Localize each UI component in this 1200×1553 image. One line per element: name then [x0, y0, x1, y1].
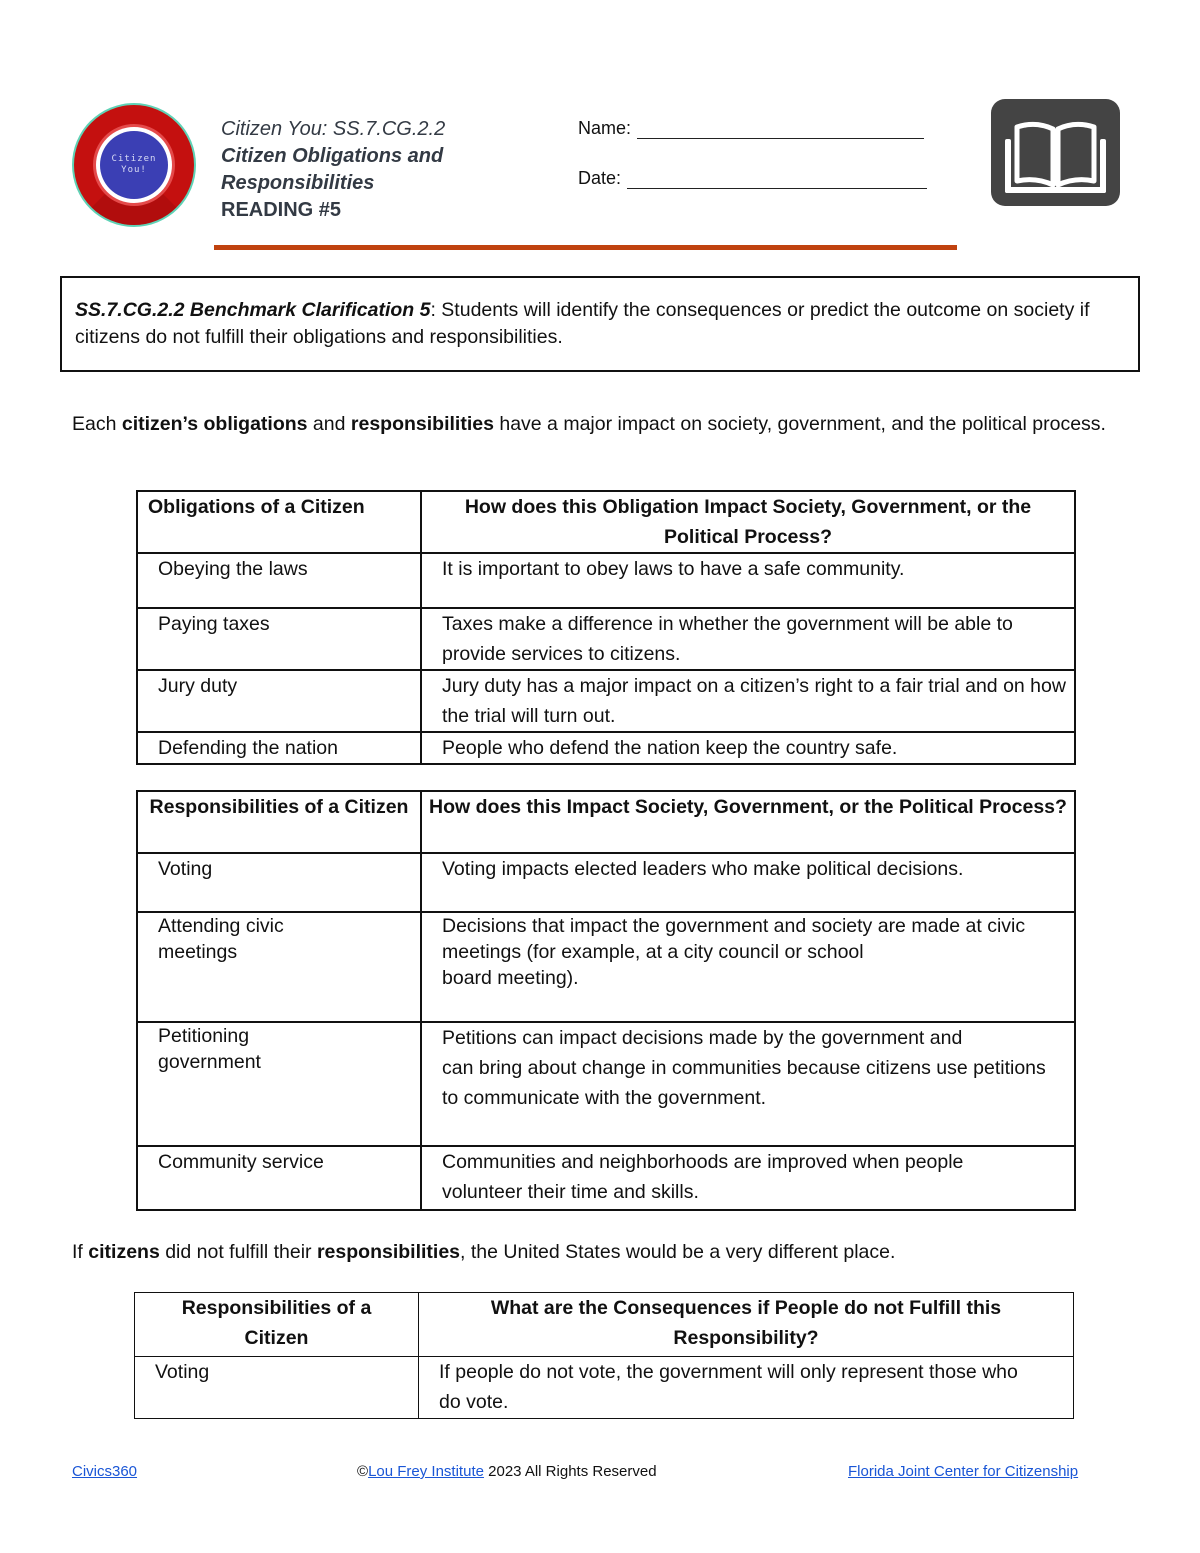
table-row	[137, 732, 1075, 764]
table-row	[137, 1022, 1075, 1146]
column-header: Obligations of a Citizen	[137, 491, 421, 553]
obligation-cell: Paying taxes	[137, 608, 421, 670]
intro-text: have a major impact on society, government, and the political process.	[493, 413, 1106, 435]
footer-right	[848, 1463, 1078, 1480]
intro-bold-responsibilities: responsibilities	[350, 413, 494, 435]
title-topic-line2: Responsibilities	[221, 172, 375, 194]
para-text: If	[72, 1241, 89, 1263]
name-field[interactable]	[578, 118, 924, 139]
benchmark-text: : Students will identify the consequences or predict the outcome on society if citizens do not fulfill their obligations and responsibilities.	[75, 299, 1090, 348]
impact-cell: Communities and neighborhoods are improved when people volunteer their time and skills.	[421, 1146, 1075, 1210]
table-row	[137, 670, 1075, 732]
column-header: What are the Consequences if People do not Fulfill this Responsibility?	[419, 1293, 1074, 1357]
column-header: How does this Obligation Impact Society, Government, or the Political Process?	[421, 491, 1075, 553]
obligation-cell: Obeying the laws	[137, 553, 421, 608]
responsibility-cell: Voting	[137, 853, 421, 912]
logo-inner	[100, 131, 168, 199]
obligations-table	[136, 490, 1076, 765]
header-divider	[214, 245, 957, 250]
table-row	[135, 1357, 1074, 1419]
consequences-intro-paragraph	[72, 1238, 895, 1266]
name-label: Name:	[578, 118, 632, 138]
impact-cell	[421, 912, 1075, 1022]
consequence-cell: If people do not vote, the government will only represent those who do vote.	[419, 1357, 1074, 1419]
para-bold-responsibilities: responsibilities	[316, 1241, 461, 1263]
open-book-icon	[991, 99, 1120, 206]
date-field[interactable]	[578, 168, 927, 189]
impact-line: board meeting).	[442, 967, 579, 989]
impact-cell: It is important to obey laws to have a safe community.	[421, 553, 1075, 608]
title-standard: Citizen You: SS.7.CG.2.2	[221, 118, 446, 140]
column-header: Responsibilities of a Citizen	[135, 1293, 419, 1357]
para-text: , the United States would be a very different place.	[460, 1241, 896, 1263]
consequences-table	[134, 1292, 1074, 1419]
logo-text-line2: You!	[121, 165, 147, 175]
responsibility-cell: Petitioning government	[137, 1022, 421, 1146]
table-header-row	[137, 491, 1075, 553]
impact-line: Decisions that impact the government and society are made at civic meetings (for example, at a city council or school	[442, 915, 1026, 963]
para-text: did not fulfill their	[159, 1241, 317, 1263]
table-row	[137, 553, 1075, 608]
logo-text-line1: Citizen	[111, 154, 157, 164]
para-bold-citizens: citizens	[88, 1241, 160, 1263]
name-blank-line[interactable]	[637, 121, 924, 139]
footer-left	[72, 1463, 137, 1480]
reading-title	[221, 116, 445, 224]
responsibility-cell: Voting	[135, 1357, 419, 1419]
impact-cell: Taxes make a difference in whether the government will be able to provide services to citizens.	[421, 608, 1075, 670]
intro-text: and	[307, 413, 351, 435]
impact-line: can bring about change in communities because citizens use petitions to communicate with the government.	[442, 1057, 1046, 1109]
title-reading-number: READING #5	[221, 199, 342, 221]
footer-center	[357, 1463, 657, 1480]
table-row	[137, 853, 1075, 912]
table-row	[137, 1146, 1075, 1210]
responsibility-cell: Attending civic meetings	[137, 912, 421, 1022]
impact-cell: People who defend the nation keep the country safe.	[421, 732, 1075, 764]
benchmark-label: SS.7.CG.2.2 Benchmark Clarification 5	[75, 299, 431, 321]
civics360-link[interactable]: Civics360	[72, 1463, 138, 1480]
responsibilities-table	[136, 790, 1076, 1211]
column-header: How does this Impact Society, Government, or the Political Process?	[421, 791, 1075, 853]
intro-text: Each	[72, 413, 122, 435]
florida-joint-center-link[interactable]: Florida Joint Center for Citizenship	[848, 1463, 1079, 1480]
intro-paragraph	[72, 410, 1132, 438]
benchmark-clarification-box	[60, 276, 1140, 372]
date-label: Date:	[578, 168, 622, 188]
obligation-cell: Jury duty	[137, 670, 421, 732]
table-header-row	[137, 791, 1075, 853]
table-row	[137, 912, 1075, 1022]
citizen-you-logo	[74, 105, 194, 225]
impact-cell: Jury duty has a major impact on a citizen’s right to a fair trial and on how the trial will turn out.	[421, 670, 1075, 732]
impact-cell	[421, 1022, 1075, 1146]
lou-frey-institute-link[interactable]: Lou Frey Institute	[368, 1463, 484, 1480]
impact-line: Petitions can impact decisions made by the government and	[442, 1027, 963, 1049]
column-header: Responsibilities of a Citizen	[137, 791, 421, 853]
impact-cell: Voting impacts elected leaders who make political decisions.	[421, 853, 1075, 912]
copyright-symbol: ©	[357, 1463, 369, 1480]
title-topic-line1: Citizen Obligations and	[221, 145, 444, 167]
table-row	[137, 608, 1075, 670]
date-blank-line[interactable]	[627, 171, 927, 189]
intro-bold-obligations: citizen’s obligations	[121, 413, 308, 435]
copyright-text: 2023 All Rights Reserved	[483, 1463, 657, 1480]
responsibility-cell: Community service	[137, 1146, 421, 1210]
obligation-cell: Defending the nation	[137, 732, 421, 764]
table-header-row	[135, 1293, 1074, 1357]
